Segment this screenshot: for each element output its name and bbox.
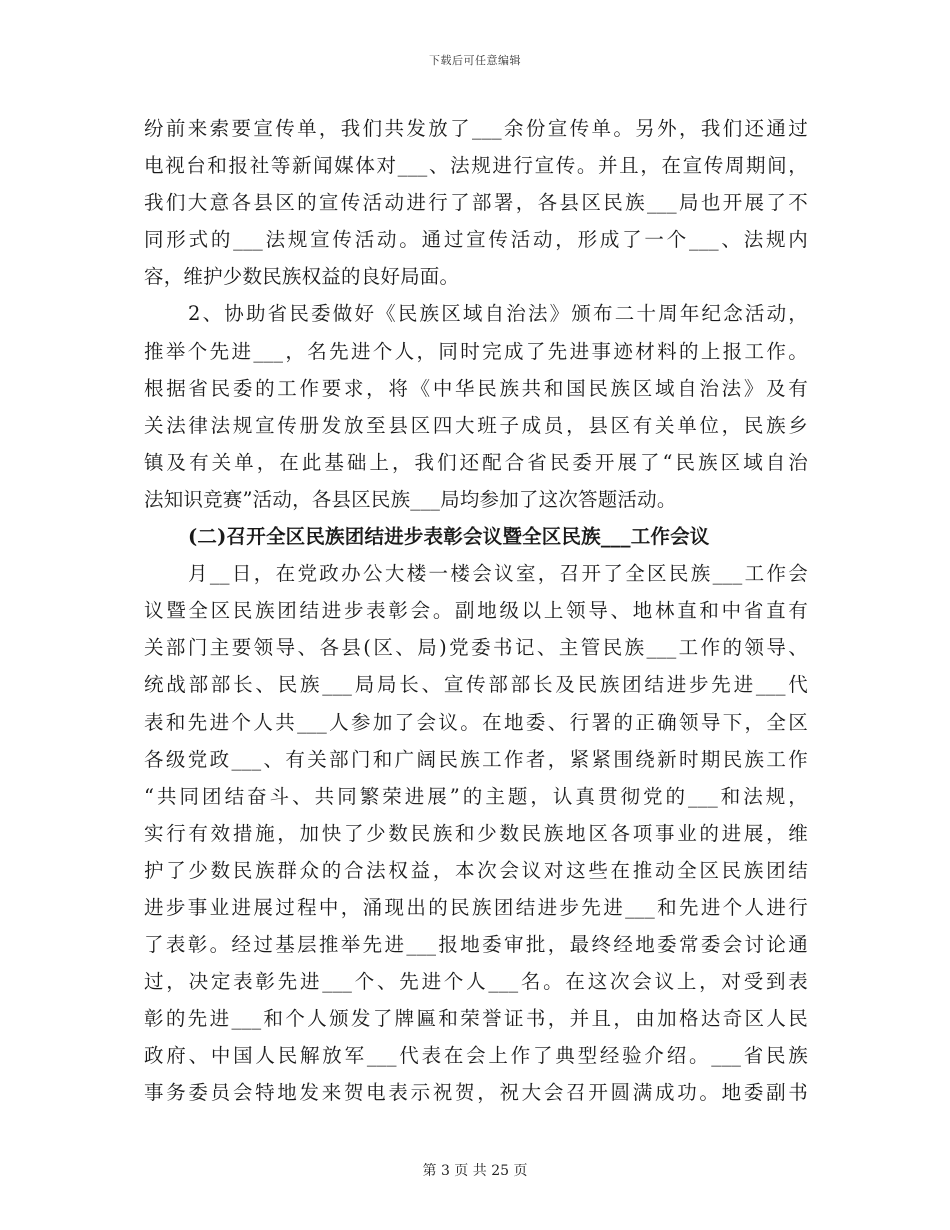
paragraph-line: 容，维护少数民族权益的良好局面。 xyxy=(144,265,460,289)
paragraph-line: 关部门主要领导、各县(区、局)党委书记、主管民族___工作的领导、 xyxy=(144,636,808,660)
paragraph-line: 过，决定表彰先进___个、先进个人___名。在这次会议上，对受到表 xyxy=(144,970,808,994)
paragraph-line: 彰的先进___和个人颁发了牌匾和荣誉证书，并且，由加格达奇区人民 xyxy=(144,1007,808,1031)
paragraph-line: 事务委员会特地发来贺电表示祝贺，祝大会召开圆满成功。地委副书 xyxy=(144,1081,808,1105)
paragraph-line: 根据省民委的工作要求，将《中华民族共和国民族区域自治法》及有 xyxy=(144,376,808,400)
paragraph-line: 议暨全区民族团结进步表彰会。副地级以上领导、地林直和中省直有 xyxy=(144,599,808,623)
paragraph-line: 我们大意各县区的宣传活动进行了部署，各县区民族___局也开展了不 xyxy=(144,191,808,215)
page-number-footer: 第 3 页 共 25 页 xyxy=(422,1163,528,1179)
paragraph-line: 表和先进个人共___人参加了会议。在地委、行署的正确领导下，全区 xyxy=(144,710,808,734)
paragraph-line: 护了少数民族群众的合法权益，本次会议对这些在推动全区民族团结 xyxy=(144,858,808,882)
paragraph-line: 政府、中国人民解放军___代表在会上作了典型经验介绍。___省民族 xyxy=(144,1044,808,1068)
paragraph-line: 实行有效措施，加快了少数民族和少数民族地区各项事业的进展，维 xyxy=(144,821,808,845)
paragraph-line: 进步事业进展过程中，涌现出的民族团结进步先进___和先进个人进行 xyxy=(144,895,808,919)
paragraph-line: 同形式的___法规宣传活动。通过宣传活动，形成了一个___、法规内 xyxy=(144,228,808,252)
paragraph-line: 纷前来索要宣传单，我们共发放了___余份宣传单。另外，我们还通过 xyxy=(144,117,808,140)
paragraph-line: 月__日，在党政办公大楼一楼会议室，召开了全区民族___工作会 xyxy=(188,562,808,586)
paragraph-line: 镇及有关单，在此基础上，我们还配合省民委开展了“民族区域自治 xyxy=(144,450,808,474)
page-header-note: 下载后可任意编辑 xyxy=(429,54,521,67)
paragraph-line: 电视台和报社等新闻媒体对___、法规进行宣传。并且，在宣传周期间， xyxy=(144,154,808,178)
paragraph-line: 各级党政___、有关部门和广阔民族工作者，紧紧围绕新时期民族工作 xyxy=(144,747,808,771)
paragraph-line: 了表彰。经过基层推举先进___报地委审批，最终经地委常委会讨论通 xyxy=(144,933,808,957)
paragraph-line: 关法律法规宣传册发放至县区四大班子成员，县区有关单位，民族乡 xyxy=(144,413,808,437)
paragraph-line: 法知识竞赛”活动，各县区民族___局均参加了这次答题活动。 xyxy=(144,487,677,511)
paragraph-line: 统战部部长、民族___局局长、宣传部部长及民族团结进步先进___代 xyxy=(144,673,808,697)
paragraph-line: 2、协助省民委做好《民族区域自治法》颁布二十周年纪念活动， xyxy=(188,302,808,326)
document-body xyxy=(144,110,808,1112)
paragraph-line: “共同团结奋斗、共同繁荣进展”的主题，认真贯彻党的___和法规， xyxy=(144,784,808,808)
section-heading: (二)召开全区民族团结进步表彰会议暨全区民族___工作会议 xyxy=(188,525,710,549)
paragraph-line: 推举个先进___，名先进个人，同时完成了先进事迹材料的上报工作。 xyxy=(144,339,808,363)
